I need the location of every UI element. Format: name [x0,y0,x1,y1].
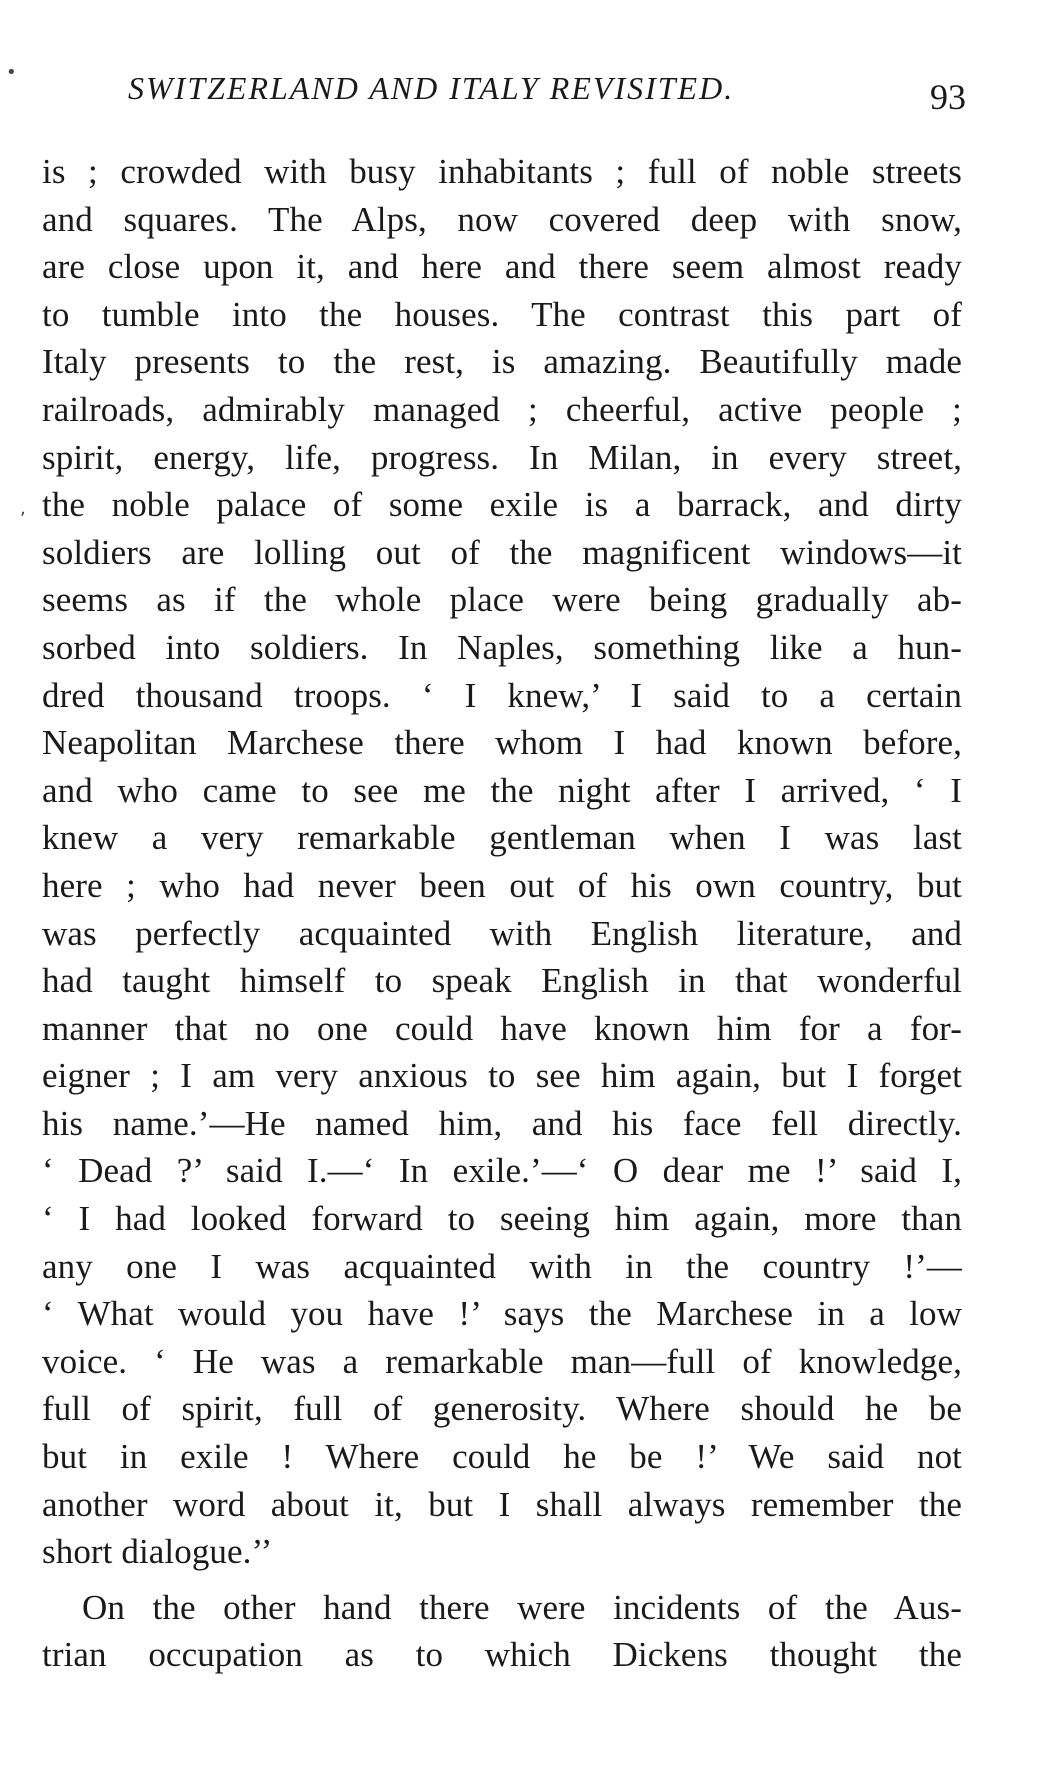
text-line: any one I was acquainted with in the country !’— [42,1246,962,1286]
text-line: was perfectly acquainted with English literature, and [42,913,962,953]
text-line: sorbed into soldiers. In Naples, something like a hun- [42,627,962,667]
text-line: ‘ What would you have !’ says the Marchese in a low [42,1294,962,1334]
text-line: to tumble into the houses. The contrast this part of [42,294,962,334]
text-line: ‘ I had looked forward to seeing him again, more than [42,1199,962,1239]
text-line: voice. ‘ He was a remarkable man—full of knowledge, [42,1341,962,1381]
text-line: spirit, energy, life, progress. In Milan, in every street, [42,437,962,477]
text-line: soldiers are lolling out of the magnificent windows—it [42,532,962,572]
text-line: and who came to see me the night after I arrived, ‘ I [42,770,962,810]
text-line: but in exile ! Where could he be !’ We said not [42,1437,962,1477]
text-line: dred thousand troops. ‘ I knew,’ I said to a certain [42,675,962,715]
text-line: and squares. The Alps, now covered deep with snow, [42,199,962,239]
paragraph-gap [42,1576,962,1584]
text-line: railroads, admirably managed ; cheerful, active people ; [42,389,962,429]
running-title: SWITZERLAND AND ITALY REVISITED. [128,70,735,106]
text-line: short dialogue.’’ [42,1532,273,1572]
text-line: knew a very remarkable gentleman when I was last [42,818,962,858]
text-line: his name.’—He named him, and his face fell directly. [42,1103,962,1143]
text-line: Italy presents to the rest, is amazing. Beautifully made [42,342,962,382]
paragraph [42,1584,962,1679]
running-head [128,70,966,120]
text-line: the noble palace of some exile is a barrack, and dirty [42,485,962,525]
text-line: On the other hand there were incidents of the Aus- [82,1587,962,1627]
margin-speck: , [20,498,26,519]
text-line: seems as if the whole place were being gradually ab- [42,580,962,620]
text-line: is ; crowded with busy inhabitants ; full of noble streets [42,152,962,191]
paragraph [42,148,962,1576]
body-text [42,148,962,1679]
text-line: trian occupation as to which Dickens thought the [42,1635,962,1675]
text-line: manner that no one could have known him for a for- [42,1008,962,1048]
margin-speck: • [6,62,17,83]
text-line: Neapolitan Marchese there whom I had known before, [42,723,962,763]
text-line: here ; who had never been out of his own country, but [42,865,962,905]
text-line: full of spirit, full of generosity. Where should he be [42,1389,962,1429]
text-line: eigner ; I am very anxious to see him again, but I forget [42,1056,962,1096]
text-line: had taught himself to speak English in that wonderful [42,961,962,1001]
text-line: are close upon it, and here and there seem almost ready [42,247,962,287]
text-line: ‘ Dead ?’ said I.—‘ In exile.’—‘ O dear me !’ said I, [42,1151,962,1191]
text-line: another word about it, but I shall always remember the [42,1484,962,1524]
page-number: 93 [930,77,966,117]
